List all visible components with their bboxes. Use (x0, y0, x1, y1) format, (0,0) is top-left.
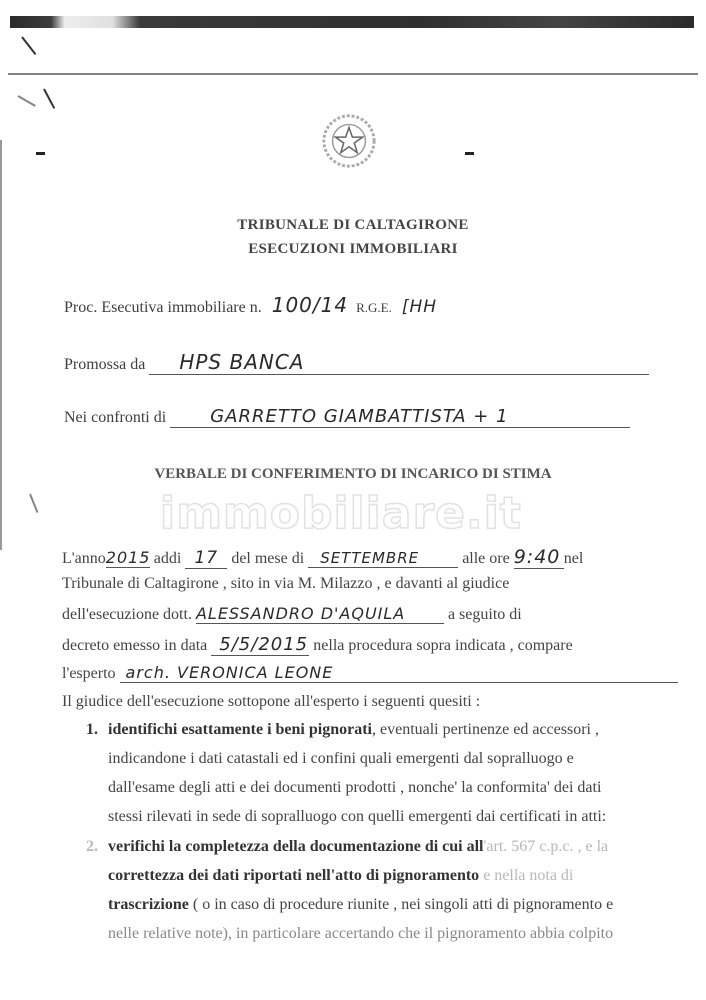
nel-label: nel (563, 550, 584, 567)
esperto-label: l'esperto (62, 665, 116, 682)
scan-mark (43, 89, 55, 109)
scan-dash (465, 152, 474, 155)
quesito-1-line-3: dall'esame degli atti e dei documenti prodotti , nonche' la conformita' dei dati (108, 779, 602, 796)
proc-number: 100/14 (271, 293, 349, 317)
quesito-1-line-2: indicandone i dati catastali ed i confini quali emergenti dal sopralluogo e (108, 750, 574, 767)
quesiti-intro: Il giudice dell'esecuzione sottopone all'esperto i seguenti quesiti : (62, 693, 481, 710)
decreto-label: decreto emesso in data (62, 637, 208, 654)
quesito-text: 'art. 567 c.p.c. , e la (483, 838, 609, 855)
dott-label: dell'esecuzione dott. (62, 606, 192, 623)
quesito-number: 2. (86, 838, 98, 855)
promossa-row (64, 350, 649, 375)
scan-mark (29, 494, 38, 513)
quesito-bold: identifichi esattamente i beni pignorati (108, 721, 372, 738)
esperto-field[interactable]: arch. VERONICA LEONE (120, 663, 678, 683)
rge-note: [HH (401, 297, 438, 317)
confronti-field[interactable]: GARRETTO GIAMBATTISTA + 1 (170, 406, 630, 428)
scan-mark (21, 36, 36, 55)
giorno-field[interactable]: 17 (185, 548, 227, 569)
verbale-line-1 (62, 546, 583, 569)
ore-label: alle ore (462, 550, 510, 567)
giudice-field[interactable]: ALESSANDRO D'AQUILA (196, 604, 444, 624)
verbale-line-5 (62, 663, 678, 683)
rge-label: R.G.E. (356, 300, 392, 315)
decreto-date-field[interactable]: 5/5/2015 (211, 634, 309, 656)
addi-label: addi (153, 550, 182, 567)
anno-label: L'anno (62, 550, 106, 567)
quesito-bold: correttezza dei dati riportati nell'atto di pignoramento (108, 867, 480, 884)
quesito-2 (86, 838, 608, 856)
scan-mark (18, 95, 36, 107)
document-title: VERBALE DI CONFERIMENTO DI INCARICO DI STIMA (154, 466, 552, 482)
scan-dash (36, 152, 45, 155)
section-name: ESECUZIONI IMMOBILIARI (248, 241, 458, 257)
quesito-bold: verifichi la completezza della documentazione di cui all (108, 838, 484, 855)
mese-label: del mese di (231, 550, 305, 567)
seguito-label: a seguito di (447, 606, 522, 623)
anno-field[interactable]: 2015 (105, 548, 151, 567)
verbale-line-4 (62, 634, 573, 656)
scan-top-border (10, 16, 694, 28)
verbale-line-2: Tribunale di Caltagirone , sito in via M. Milazzo , e davanti al giudice (62, 575, 510, 592)
proc-row (64, 293, 437, 317)
scan-line (8, 73, 698, 75)
quesito-2-line-3 (108, 896, 613, 914)
confronti-row (64, 406, 630, 428)
quesito-1 (86, 721, 599, 739)
mese-field[interactable]: SETTEMBRE (308, 549, 458, 568)
scan-left-edge (0, 140, 2, 550)
quesito-2-line-4: nelle relative note), in particolare accertando che il pignoramento abbia colpito (108, 925, 614, 942)
quesito-text: e nella nota di (479, 867, 574, 884)
promossa-label: Promossa da (64, 356, 146, 373)
quesito-text: ( o in caso di procedure riunite , nei singoli atti di pignoramento e (188, 896, 614, 913)
italian-republic-emblem-icon (320, 112, 378, 170)
verbale-line-3 (62, 604, 522, 624)
promossa-field[interactable]: HPS BANCA (149, 350, 649, 375)
court-name: TRIBUNALE DI CALTAGIRONE (237, 217, 469, 233)
procedura-label: nella procedura sopra indicata , compare (313, 637, 573, 654)
quesito-2-line-2 (108, 867, 573, 885)
quesito-number: 1. (86, 721, 98, 738)
watermark: immobiliare.it (160, 488, 522, 539)
ore-field[interactable]: 9:40 (514, 546, 564, 569)
quesito-bold: trascrizione (108, 896, 189, 913)
quesito-1-line-4: stessi rilevati in sede di sopralluogo con quelli emergenti dai certificati in atti: (108, 808, 607, 825)
confronti-label: Nei confronti di (64, 409, 167, 426)
proc-label: Proc. Esecutiva immobiliare n. (64, 299, 262, 316)
quesito-text: , eventuali pertinenze ed accessori , (371, 721, 599, 738)
